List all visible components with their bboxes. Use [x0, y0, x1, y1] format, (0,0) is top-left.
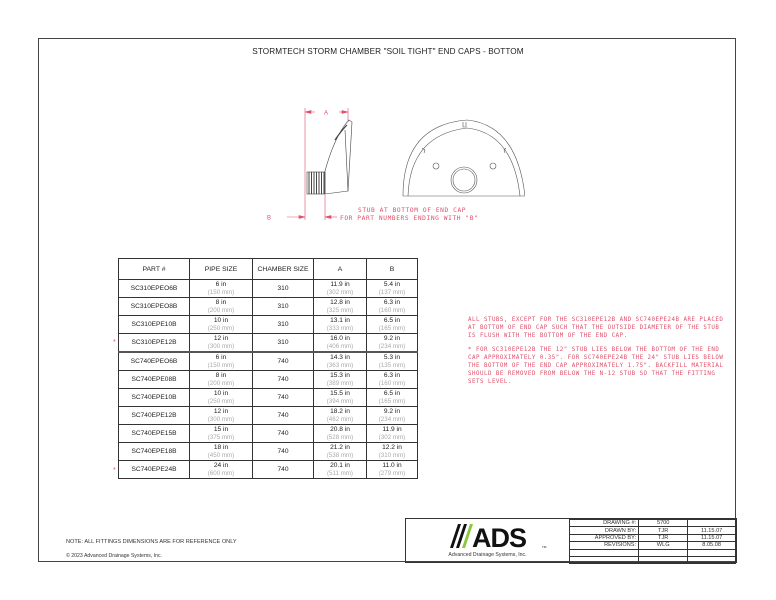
side-view: [307, 120, 352, 194]
cell-chamber-size: 740: [253, 389, 314, 407]
cell-b: [367, 461, 418, 479]
title-block-row: [570, 534, 736, 541]
a-mm: (462 mm): [326, 415, 354, 423]
cell-chamber-size: 740: [253, 352, 314, 371]
a-in: 14.3 in: [330, 354, 350, 361]
cell-pipe-size: [190, 443, 253, 461]
note-1: ALL STUBS, EXCEPT FOR THE SC310EPE12B AND SC740EPE24B ARE PLACED AT BOTTOM OF END CAP SUCH THAT THE OUTSIDE DIAMETER OF THE STUB IS FLUSH WITH THE BOTTOM OF THE END CAP.: [468, 317, 724, 339]
title-block-label: REVISIONS:: [570, 542, 639, 549]
cell-a: [314, 280, 367, 298]
table-row: [119, 316, 418, 334]
a-in: 15.5 in: [330, 390, 350, 397]
b-mm: (160 mm): [378, 379, 406, 387]
a-mm: (325 mm): [326, 306, 354, 314]
svg-text:TM: TM: [542, 545, 547, 549]
b-in: 9.2 in: [383, 335, 401, 342]
title-block-value: [639, 556, 688, 563]
cell-a: [314, 443, 367, 461]
table-row: [119, 371, 418, 389]
title-block-label: [570, 549, 639, 556]
title-block-label: DRAWN BY:: [570, 527, 639, 534]
asterisk-marker: *: [113, 338, 116, 346]
title-block-value: TJR: [639, 527, 688, 534]
cell-a: [314, 425, 367, 443]
cell-a: [314, 316, 367, 334]
pipe-mm: (150 mm): [207, 288, 235, 296]
sheet-title: STORMTECH STORM CHAMBER "SOIL TIGHT" END CAPS - BOTTOM: [252, 47, 524, 56]
b-mm: (160 mm): [378, 306, 406, 314]
table-header-row: [119, 259, 418, 280]
table-row: [119, 298, 418, 316]
table-row: [119, 389, 418, 407]
pipe-in: 12 in: [213, 335, 229, 342]
table-row: [119, 352, 418, 371]
pipe-mm: (250 mm): [207, 324, 235, 332]
stub-note-line-1: STUB AT BOTTOM OF END CAP: [358, 207, 467, 214]
title-block-date: [688, 556, 736, 563]
copyright: © 2023 Advanced Drainage Systems, Inc.: [66, 553, 163, 559]
header-b: B: [367, 259, 418, 280]
cell-pipe-size: [190, 461, 253, 479]
dimension-b: [267, 195, 337, 222]
cell-a: [314, 334, 367, 353]
b-mm: (165 mm): [378, 324, 406, 332]
a-mm: (511 mm): [326, 469, 353, 477]
a-mm: (528 mm): [326, 433, 354, 441]
stub-note-line-2: FOR PART NUMBERS ENDING WITH "B": [340, 215, 479, 222]
cell-chamber-size: 310: [253, 316, 314, 334]
a-in: 20.1 in: [330, 462, 350, 469]
cell-b: [367, 352, 418, 371]
b-in: 6.3 in: [383, 299, 401, 306]
front-view: [403, 120, 525, 196]
asterisk-marker: *: [113, 467, 116, 474]
cell-b: [367, 443, 418, 461]
pipe-mm: (150 mm): [207, 361, 235, 369]
svg-text:A: A: [324, 110, 329, 117]
b-in: 5.4 in: [383, 281, 401, 288]
a-mm: (538 mm): [326, 451, 354, 459]
b-in: 6.5 in: [383, 317, 401, 324]
a-in: 16.0 in: [330, 335, 350, 342]
b-mm: (302 mm): [378, 433, 406, 441]
header-chamber-size: CHAMBER SIZE: [253, 259, 314, 280]
title-block-label: DRAWING #:: [570, 520, 639, 527]
cell-chamber-size: 740: [253, 443, 314, 461]
cell-b: [367, 407, 418, 425]
cell-part: SC740EPE10B: [119, 389, 190, 407]
a-mm: (363 mm): [326, 361, 354, 369]
stub-note: [340, 207, 478, 223]
table-row: [119, 443, 418, 461]
title-block: [405, 518, 737, 563]
cell-part: SC740EPE08B: [119, 371, 190, 389]
a-in: 18.2 in: [330, 408, 350, 415]
a-mm: (389 mm): [326, 379, 354, 387]
cell-b: [367, 298, 418, 316]
cell-chamber-size: 310: [253, 298, 314, 316]
title-block-row: [570, 556, 736, 563]
a-in: 13.1 in: [330, 317, 350, 324]
b-in: 6.3 in: [383, 372, 401, 379]
cell-chamber-size: 310: [253, 280, 314, 298]
pipe-in: 10 in: [213, 317, 229, 324]
a-in: 21.2 in: [330, 444, 350, 451]
reference-note: NOTE: ALL FITTINGS DIMENSIONS ARE FOR REFERENCE ONLY: [66, 539, 237, 545]
pipe-mm: (200 mm): [207, 306, 235, 314]
cell-b: [367, 425, 418, 443]
pipe-mm: (300 mm): [207, 342, 235, 350]
a-mm: (333 mm): [326, 324, 354, 332]
pipe-mm: (375 mm): [207, 433, 235, 441]
cell-part: SC310EPE12B: [119, 334, 190, 353]
b-mm: (135 mm): [378, 361, 406, 369]
cell-b: [367, 316, 418, 334]
pipe-mm: (250 mm): [207, 397, 235, 405]
b-in: 11.9 in: [382, 426, 402, 433]
title-block-row: [570, 542, 736, 549]
table-body: [119, 280, 418, 479]
cell-b: [367, 280, 418, 298]
pipe-in: 10 in: [213, 390, 229, 397]
cell-a: [314, 352, 367, 371]
cell-chamber-size: 740: [253, 461, 314, 479]
cell-part: SC740EPEO6B: [119, 352, 190, 371]
header-pipe-size: PIPE SIZE: [190, 259, 253, 280]
cell-chamber-size: 740: [253, 425, 314, 443]
b-mm: (279 mm): [378, 469, 406, 477]
title-block-row: [570, 549, 736, 556]
pipe-mm: (300 mm): [207, 415, 235, 423]
title-block-date: [688, 549, 736, 556]
cell-a: [314, 461, 367, 479]
cell-pipe-size: [190, 352, 253, 371]
cell-pipe-size: [190, 334, 253, 353]
a-mm: (406 mm): [326, 342, 354, 350]
a-in: 11.9 in: [330, 281, 350, 288]
b-in: 6.5 in: [383, 390, 401, 397]
a-mm: (302 mm): [326, 288, 354, 296]
title-block-row: [570, 520, 736, 527]
notes-block: [468, 317, 728, 393]
pipe-in: 24 in: [213, 462, 229, 469]
cell-a: [314, 371, 367, 389]
pipe-in: 18 in: [213, 444, 229, 451]
cell-b: [367, 334, 418, 353]
cell-part: SC310EPEO6B: [119, 280, 190, 298]
cell-pipe-size: [190, 280, 253, 298]
title-block-date: 11.15.07: [688, 534, 736, 541]
cell-part: SC740EPE15B: [119, 425, 190, 443]
cell-part: SC310EPEO8B: [119, 298, 190, 316]
ads-logo-subtitle: Advanced Drainage Systems, Inc.: [448, 552, 527, 558]
a-in: 20.8 in: [330, 426, 350, 433]
dimension-a: [305, 108, 348, 220]
cell-pipe-size: [190, 389, 253, 407]
ads-logo: [406, 519, 570, 562]
cell-pipe-size: [190, 298, 253, 316]
header-a: A: [314, 259, 367, 280]
b-in: 5.3 in: [383, 354, 401, 361]
svg-text:B: B: [267, 215, 272, 222]
svg-text:ADS: ADS: [472, 523, 527, 549]
cell-a: [314, 298, 367, 316]
b-mm: (234 mm): [378, 415, 406, 423]
b-mm: (137 mm): [378, 288, 406, 296]
table-row: [119, 425, 418, 443]
cell-pipe-size: [190, 371, 253, 389]
cell-chamber-size: 740: [253, 407, 314, 425]
cell-pipe-size: [190, 316, 253, 334]
pipe-mm: (200 mm): [207, 379, 235, 387]
header-part: PART #: [119, 259, 190, 280]
ads-logo-mark: [448, 523, 548, 549]
cell-part: SC740EPE24B: [119, 461, 190, 479]
cell-b: [367, 371, 418, 389]
b-mm: (310 mm): [378, 451, 406, 459]
title-block-value: WLG: [639, 542, 688, 549]
title-block-value: 5700: [639, 520, 688, 527]
a-in: 15.3 in: [330, 372, 350, 379]
pipe-in: 6 in: [215, 281, 227, 288]
cell-part: SC740EPE18B: [119, 443, 190, 461]
cell-a: [314, 407, 367, 425]
b-in: 12.2 in: [382, 444, 402, 451]
title-block-value: [639, 549, 688, 556]
b-in: 11.0 in: [382, 462, 402, 469]
title-block-value: TJR: [639, 534, 688, 541]
title-block-label: APPROVED BY:: [570, 534, 639, 541]
pipe-in: 8 in: [215, 372, 227, 379]
cell-b: [367, 389, 418, 407]
cell-chamber-size: 310: [253, 334, 314, 353]
table-row: [119, 280, 418, 298]
title-block-date: [688, 520, 736, 527]
pipe-in: 12 in: [213, 408, 229, 415]
a-mm: (394 mm): [326, 397, 354, 405]
pipe-in: 8 in: [215, 299, 227, 306]
cell-pipe-size: [190, 407, 253, 425]
cell-part: SC310EPE10B: [119, 316, 190, 334]
b-mm: (165 mm): [378, 397, 406, 405]
a-in: 12.8 in: [330, 299, 350, 306]
cell-part: SC740EPE12B: [119, 407, 190, 425]
table-row: [119, 407, 418, 425]
cell-pipe-size: [190, 425, 253, 443]
cell-chamber-size: 740: [253, 371, 314, 389]
pipe-mm: (450 mm): [207, 451, 235, 459]
title-block-label: [570, 556, 639, 563]
cell-a: [314, 389, 367, 407]
dimensions-table: [118, 258, 418, 479]
b-mm: (234 mm): [378, 342, 406, 350]
b-in: 9.2 in: [383, 408, 401, 415]
title-block-date: 11.15.07: [688, 527, 736, 534]
title-block-row: [570, 527, 736, 534]
pipe-in: 15 in: [213, 426, 229, 433]
pipe-in: 6 in: [215, 354, 227, 361]
note-2: * FOR SC310EPE12B THE 12" STUB LIES BELOW THE BOTTOM OF THE END CAP APPROXIMATELY 0.35". FOR SC740EPE24B THE 24" STUB LIES BELOW THE BOTTOM OF THE END CAP APPROXIMATELY 1.75". BACKFILL MATERIAL SHOULD BE REMOVED FROM BELOW THE N-12 STUB SO THAT THE FITTING SETS LEVEL.: [468, 347, 724, 385]
table-row: [119, 334, 418, 353]
title-block-table: [569, 519, 736, 564]
title-block-date: 8.05.08: [688, 542, 736, 549]
table-row: [119, 461, 418, 479]
pipe-mm: (600 mm): [207, 469, 235, 477]
